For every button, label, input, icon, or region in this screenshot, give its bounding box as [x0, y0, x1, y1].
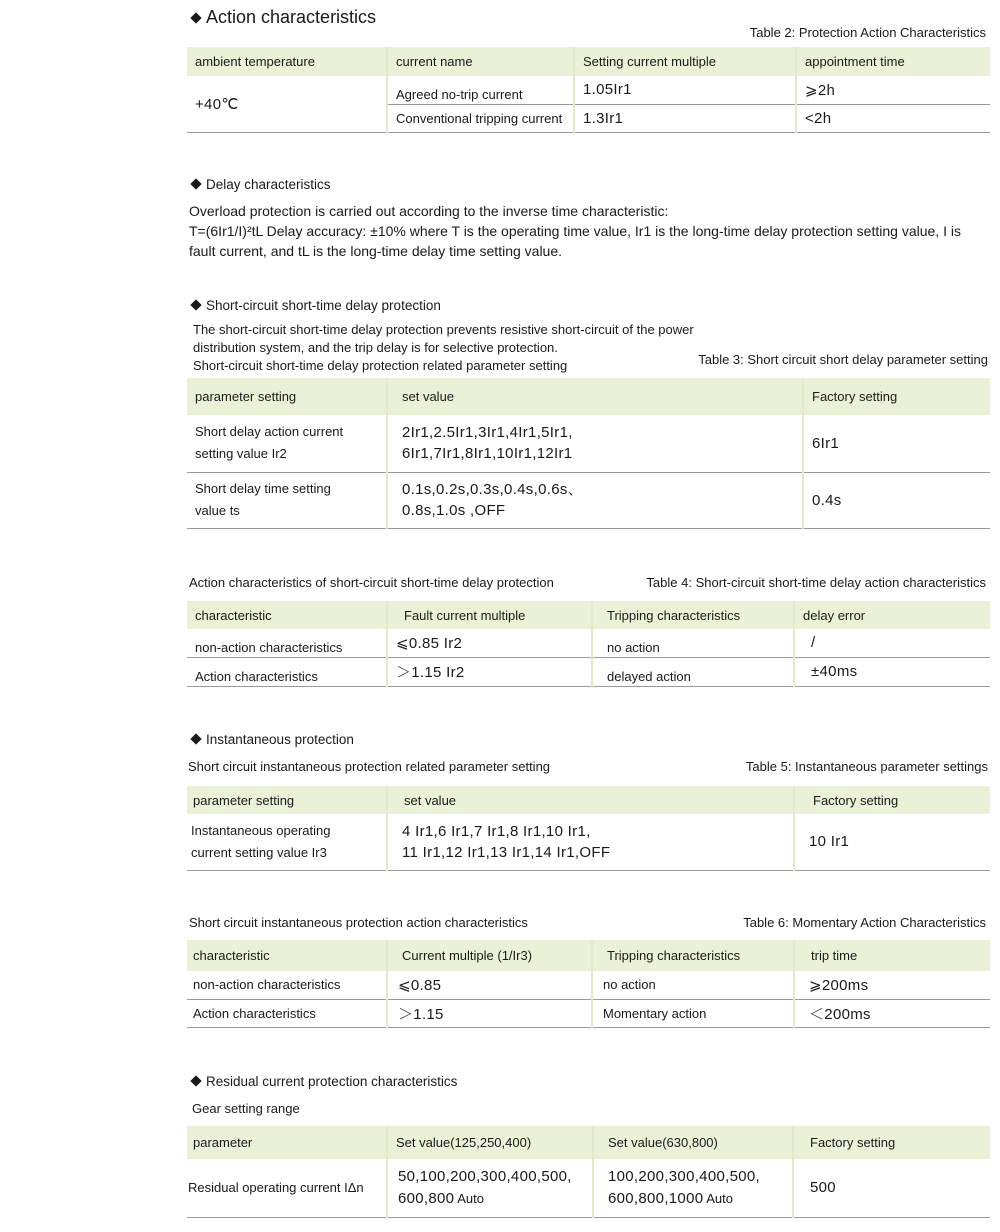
table-cell: 10 Ir1	[794, 814, 990, 870]
table-cell: delayed action	[592, 657, 794, 686]
table-cell: non-action characteristics	[187, 629, 387, 657]
table-cell: ＜200ms	[794, 999, 990, 1027]
protection-action-table	[187, 47, 990, 133]
residual-current-table	[187, 1126, 990, 1218]
table-cell: ＞1.15 Ir2	[387, 657, 592, 686]
table-cell: 100,200,300,400,500, 600,800,1000 Auto	[593, 1159, 793, 1217]
header-cell: characteristic	[187, 601, 387, 629]
header-cell: ambient temperature	[187, 47, 387, 76]
diamond-bullet-icon	[190, 12, 201, 23]
header-cell: current name	[387, 47, 574, 76]
header-cell: Factory setting	[803, 378, 990, 415]
table-cell: 4 Ir1,6 Ir1,7 Ir1,8 Ir1,10 Ir1, 11 Ir1,12 Ir1,13 Ir1,14 Ir1,OFF	[387, 814, 794, 870]
header-cell: Fault current multiple	[387, 601, 592, 629]
table-cell: Action characteristics	[187, 657, 387, 686]
table-cell: Instantaneous operating current setting value Ir3	[187, 814, 387, 870]
delay-paragraph: Overload protection is carried out according to the inverse time characteristic: T=(6Ir1/I)²tL Delay accuracy: ±10% where T is the operating time value, Ir1 is the long-time delay protection setting value, I is fault current, and tL is the long-time delay time setting value.	[189, 203, 961, 259]
section-heading-delay: Delay characteristics	[188, 177, 331, 192]
table-cell: Residual operating current IΔn	[187, 1159, 387, 1217]
header-cell: Factory setting	[793, 1126, 990, 1159]
header-cell: Tripping characteristics	[592, 601, 794, 629]
header-cell: Setting current multiple	[574, 47, 796, 76]
table-title: Action characteristics of short-circuit short-time delay protection	[189, 575, 554, 590]
table-caption: Table 6: Momentary Action Characteristics	[743, 915, 986, 930]
table-cell: non-action characteristics	[187, 971, 387, 999]
table-cell: ⩽0.85	[387, 971, 592, 999]
section-heading-action: Action characteristics	[188, 7, 376, 28]
header-cell: delay error	[794, 601, 990, 629]
table-cell: 500	[793, 1159, 990, 1217]
short-delay-param-table	[187, 378, 990, 529]
header-cell: set value	[387, 378, 803, 415]
table-cell: 1.05Ir1	[574, 76, 796, 104]
table-cell: ⩾2h	[796, 76, 990, 104]
short-delay-action-table	[187, 601, 990, 687]
diamond-bullet-icon	[190, 1075, 201, 1086]
table-cell: Conventional tripping current	[387, 104, 574, 132]
header-cell: Set value(125,250,400)	[387, 1126, 593, 1159]
table-cell: ⩽0.85 Ir2	[387, 629, 592, 657]
section-heading-short-delay: Short-circuit short-time delay protection	[188, 298, 441, 313]
header-cell: trip time	[794, 940, 990, 971]
table-cell: Action characteristics	[187, 999, 387, 1027]
table-cell: 1.3Ir1	[574, 104, 796, 132]
short-delay-paragraph: The short-circuit short-time delay protection prevents resistive short-circuit of the power distribution system, and the trip delay is for selective protection. Short-circuit short-time delay protection related parameter setting	[193, 322, 694, 373]
momentary-action-table	[187, 940, 990, 1028]
table-cell: /	[794, 629, 990, 657]
header-cell: Factory setting	[794, 786, 990, 814]
table-caption: Table 4: Short-circuit short-time delay action characteristics	[646, 575, 986, 590]
table-cell: 0.4s	[803, 472, 990, 528]
section-heading-instantaneous: Instantaneous protection	[188, 732, 354, 747]
table-caption: Table 2: Protection Action Characteristics	[749, 25, 986, 40]
table-cell: no action	[592, 629, 794, 657]
table-cell: Momentary action	[592, 999, 794, 1027]
table-cell: ±40ms	[794, 657, 990, 686]
header-cell: parameter setting	[187, 786, 387, 814]
table-cell: ＞1.15	[387, 999, 592, 1027]
table-cell: no action	[592, 971, 794, 999]
table-title: Gear setting range	[192, 1101, 300, 1116]
table-cell: 2Ir1,2.5Ir1,3Ir1,4Ir1,5Ir1, 6Ir1,7Ir1,8Ir1,10Ir1,12Ir1	[387, 415, 803, 472]
header-cell: Set value(630,800)	[593, 1126, 793, 1159]
table-cell: Short delay time setting value ts	[187, 472, 387, 528]
diamond-bullet-icon	[190, 733, 201, 744]
diamond-bullet-icon	[190, 178, 201, 189]
table-title: Short circuit instantaneous protection related parameter setting	[188, 759, 551, 774]
ambient-temperature: +40℃	[187, 76, 387, 132]
table-cell: 50,100,200,300,400,500, 600,800 Auto	[387, 1159, 593, 1217]
table-cell: <2h	[796, 104, 990, 132]
header-cell: parameter	[187, 1126, 387, 1159]
header-cell: Current multiple (1/Ir3)	[387, 940, 592, 971]
table-caption: Table 5: Instantaneous parameter settings	[745, 759, 988, 774]
instantaneous-param-table	[187, 786, 990, 871]
table-cell: Short delay action current setting value Ir2	[187, 415, 387, 472]
header-cell: parameter setting	[187, 378, 387, 415]
section-heading-residual: Residual current protection characteristics	[188, 1074, 457, 1089]
table-cell: 0.1s,0.2s,0.3s,0.4s,0.6s、 0.8s,1.0s ,OFF	[387, 472, 803, 528]
table-cell: ⩾200ms	[794, 971, 990, 999]
header-cell: Tripping characteristics	[592, 940, 794, 971]
diamond-bullet-icon	[190, 299, 201, 310]
table-cell: 6Ir1	[803, 415, 990, 472]
table-cell: Agreed no-trip current	[387, 76, 574, 104]
header-cell: characteristic	[187, 940, 387, 971]
table-caption: Table 3: Short circuit short delay parameter setting	[698, 352, 988, 367]
table-title: Short circuit instantaneous protection action characteristics	[189, 915, 528, 930]
header-cell: set value	[387, 786, 794, 814]
header-cell: appointment time	[796, 47, 990, 76]
